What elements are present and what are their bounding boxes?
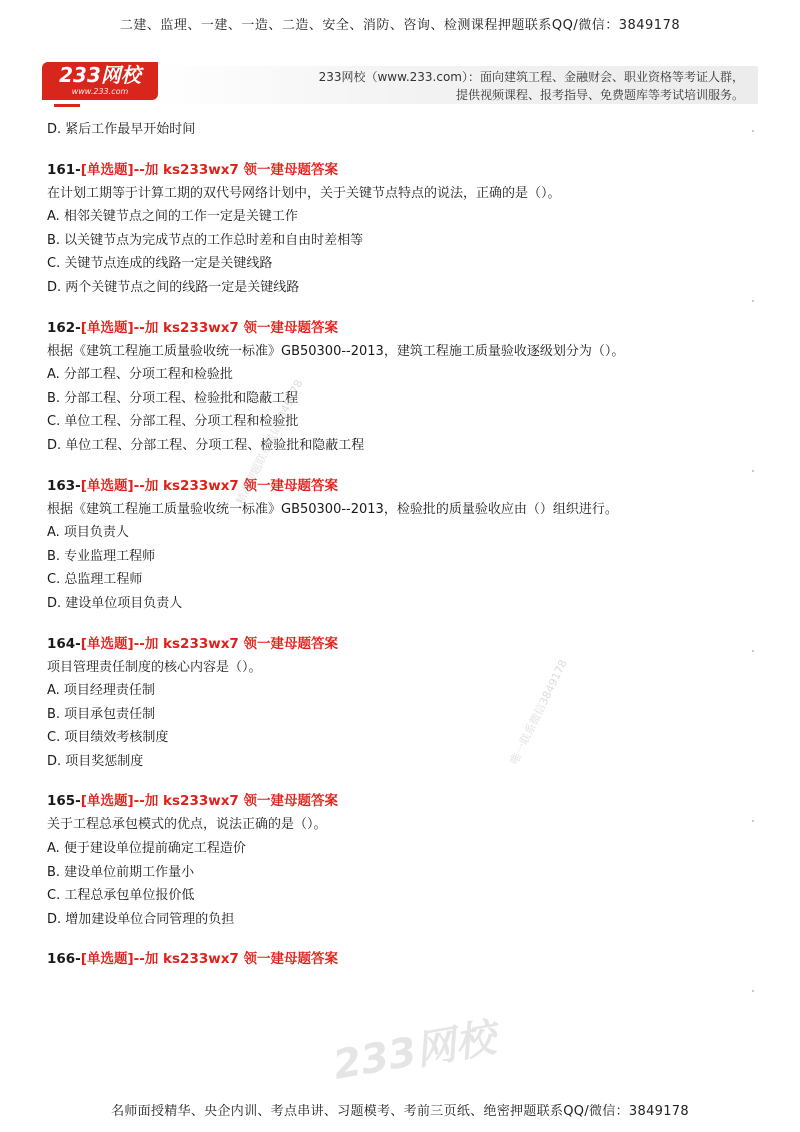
question-tag: [单选题]--加 ks233wx7 领一建母题答案 bbox=[80, 635, 339, 652]
question-number: 161- bbox=[47, 161, 81, 178]
question-tag: [单选题]--加 ks233wx7 领一建母题答案 bbox=[80, 161, 339, 178]
header-line-1: 233网校（www.233.com）：面向建筑工程、金融财会、职业资格等考证人群， bbox=[318, 70, 744, 84]
question-number: 162- bbox=[47, 319, 81, 336]
question-number: 164- bbox=[47, 635, 81, 652]
question-title bbox=[47, 158, 753, 182]
option-c: C. 关键节点连成的线路一定是关键线路 bbox=[47, 256, 273, 272]
option-c: C. 工程总承包单位报价低 bbox=[47, 888, 195, 904]
page-header bbox=[42, 56, 758, 110]
question-number: 163- bbox=[47, 477, 81, 494]
option-c: C. 总监理工程师 bbox=[47, 572, 143, 588]
question-stem: 关于工程总承包模式的优点，说法正确的是（）。 bbox=[47, 817, 327, 833]
question-tag: [单选题]--加 ks233wx7 领一建母题答案 bbox=[80, 793, 339, 810]
bottom-banner: 名师面授精华、央企内训、考点串讲、习题模考、考前三页纸、绝密押题联系QQ/微信：3849178 bbox=[111, 1104, 689, 1119]
question-163 bbox=[47, 474, 753, 616]
footer-watermark-logo: 233网校 bbox=[329, 1015, 499, 1089]
option-a: A. 项目负责人 bbox=[47, 525, 129, 541]
question-stem: 在计划工期等于计算工期的双代号网络计划中，关于关键节点特点的说法，正确的是（）。 bbox=[47, 185, 561, 201]
option-d: D. 增加建设单位合同管理的负担 bbox=[47, 911, 235, 927]
question-stem: 项目管理责任制度的核心内容是（）。 bbox=[47, 659, 262, 675]
header-description bbox=[319, 68, 744, 104]
question-title bbox=[47, 316, 753, 340]
option-d: D. 建设单位项目负责人 bbox=[47, 595, 183, 611]
question-tag: [单选题]--加 ks233wx7 领一建母题答案 bbox=[80, 477, 339, 494]
question-title bbox=[47, 789, 753, 813]
logo-main-text: 233网校 bbox=[59, 63, 141, 87]
watermark-text: 唯一联系微信3849178 bbox=[507, 657, 570, 767]
watermark-text: 精准押题联系微信3849178 bbox=[233, 377, 306, 507]
option-a: A. 分部工程、分项工程和检验批 bbox=[47, 367, 233, 383]
question-title bbox=[47, 474, 753, 498]
option-a: A. 项目经理责任制 bbox=[47, 683, 155, 699]
question-162 bbox=[47, 316, 753, 458]
question-161 bbox=[47, 158, 753, 300]
question-164 bbox=[47, 632, 753, 774]
carryover-option: D. 紧后工作最早开始时间 bbox=[47, 122, 196, 137]
option-d: D. 两个关键节点之间的线路一定是关键线路 bbox=[47, 279, 300, 295]
option-a: A. 相邻关键节点之间的工作一定是关键工作 bbox=[47, 209, 298, 225]
question-stem: 根据《建筑工程施工质量验收统一标准》GB50300--2013，检验批的质量验收应由（）组织进行。 bbox=[47, 501, 618, 517]
question-165 bbox=[47, 789, 753, 931]
option-b: B. 专业监理工程师 bbox=[47, 548, 156, 564]
logo-sub-text: www.233.com bbox=[71, 87, 129, 96]
option-b: B. 建设单位前期工作量小 bbox=[47, 864, 195, 880]
question-stem: 根据《建筑工程施工质量验收统一标准》GB50300--2013，建筑工程施工质量验收逐级划分为（）。 bbox=[47, 343, 625, 359]
question-number: 166- bbox=[47, 951, 81, 968]
question-number: 165- bbox=[47, 793, 81, 810]
question-tag: [单选题]--加 ks233wx7 领一建母题答案 bbox=[80, 319, 339, 336]
option-b: B. 分部工程、分项工程、检验批和隐蔽工程 bbox=[47, 390, 299, 406]
option-c: C. 项目绩效考核制度 bbox=[47, 730, 169, 746]
header-line-2: 提供视频课程、报考指导、免费题库等考试培训服务。 bbox=[455, 88, 744, 102]
option-b: B. 以关键节点为完成节点的工作总时差和自由时差相等 bbox=[47, 232, 364, 248]
question-title bbox=[47, 632, 753, 656]
margin-dot bbox=[752, 990, 754, 992]
question-tag: [单选题]--加 ks233wx7 领一建母题答案 bbox=[80, 951, 339, 968]
question-list bbox=[47, 118, 753, 971]
option-b: B. 项目承包责任制 bbox=[47, 706, 156, 722]
logo bbox=[42, 62, 158, 100]
logo-underline bbox=[54, 104, 80, 107]
question-title bbox=[47, 947, 753, 971]
option-a: A. 便于建设单位提前确定工程造价 bbox=[47, 841, 246, 857]
option-d: D. 单位工程、分部工程、分项工程、检验批和隐蔽工程 bbox=[47, 437, 365, 453]
top-banner: 二建、监理、一建、一造、二造、安全、消防、咨询、检测课程押题联系QQ/微信：3849178 bbox=[119, 18, 681, 33]
option-c: C. 单位工程、分部工程、分项工程和检验批 bbox=[47, 414, 299, 430]
question-166 bbox=[47, 947, 753, 971]
option-d: D. 项目奖惩制度 bbox=[47, 753, 144, 769]
